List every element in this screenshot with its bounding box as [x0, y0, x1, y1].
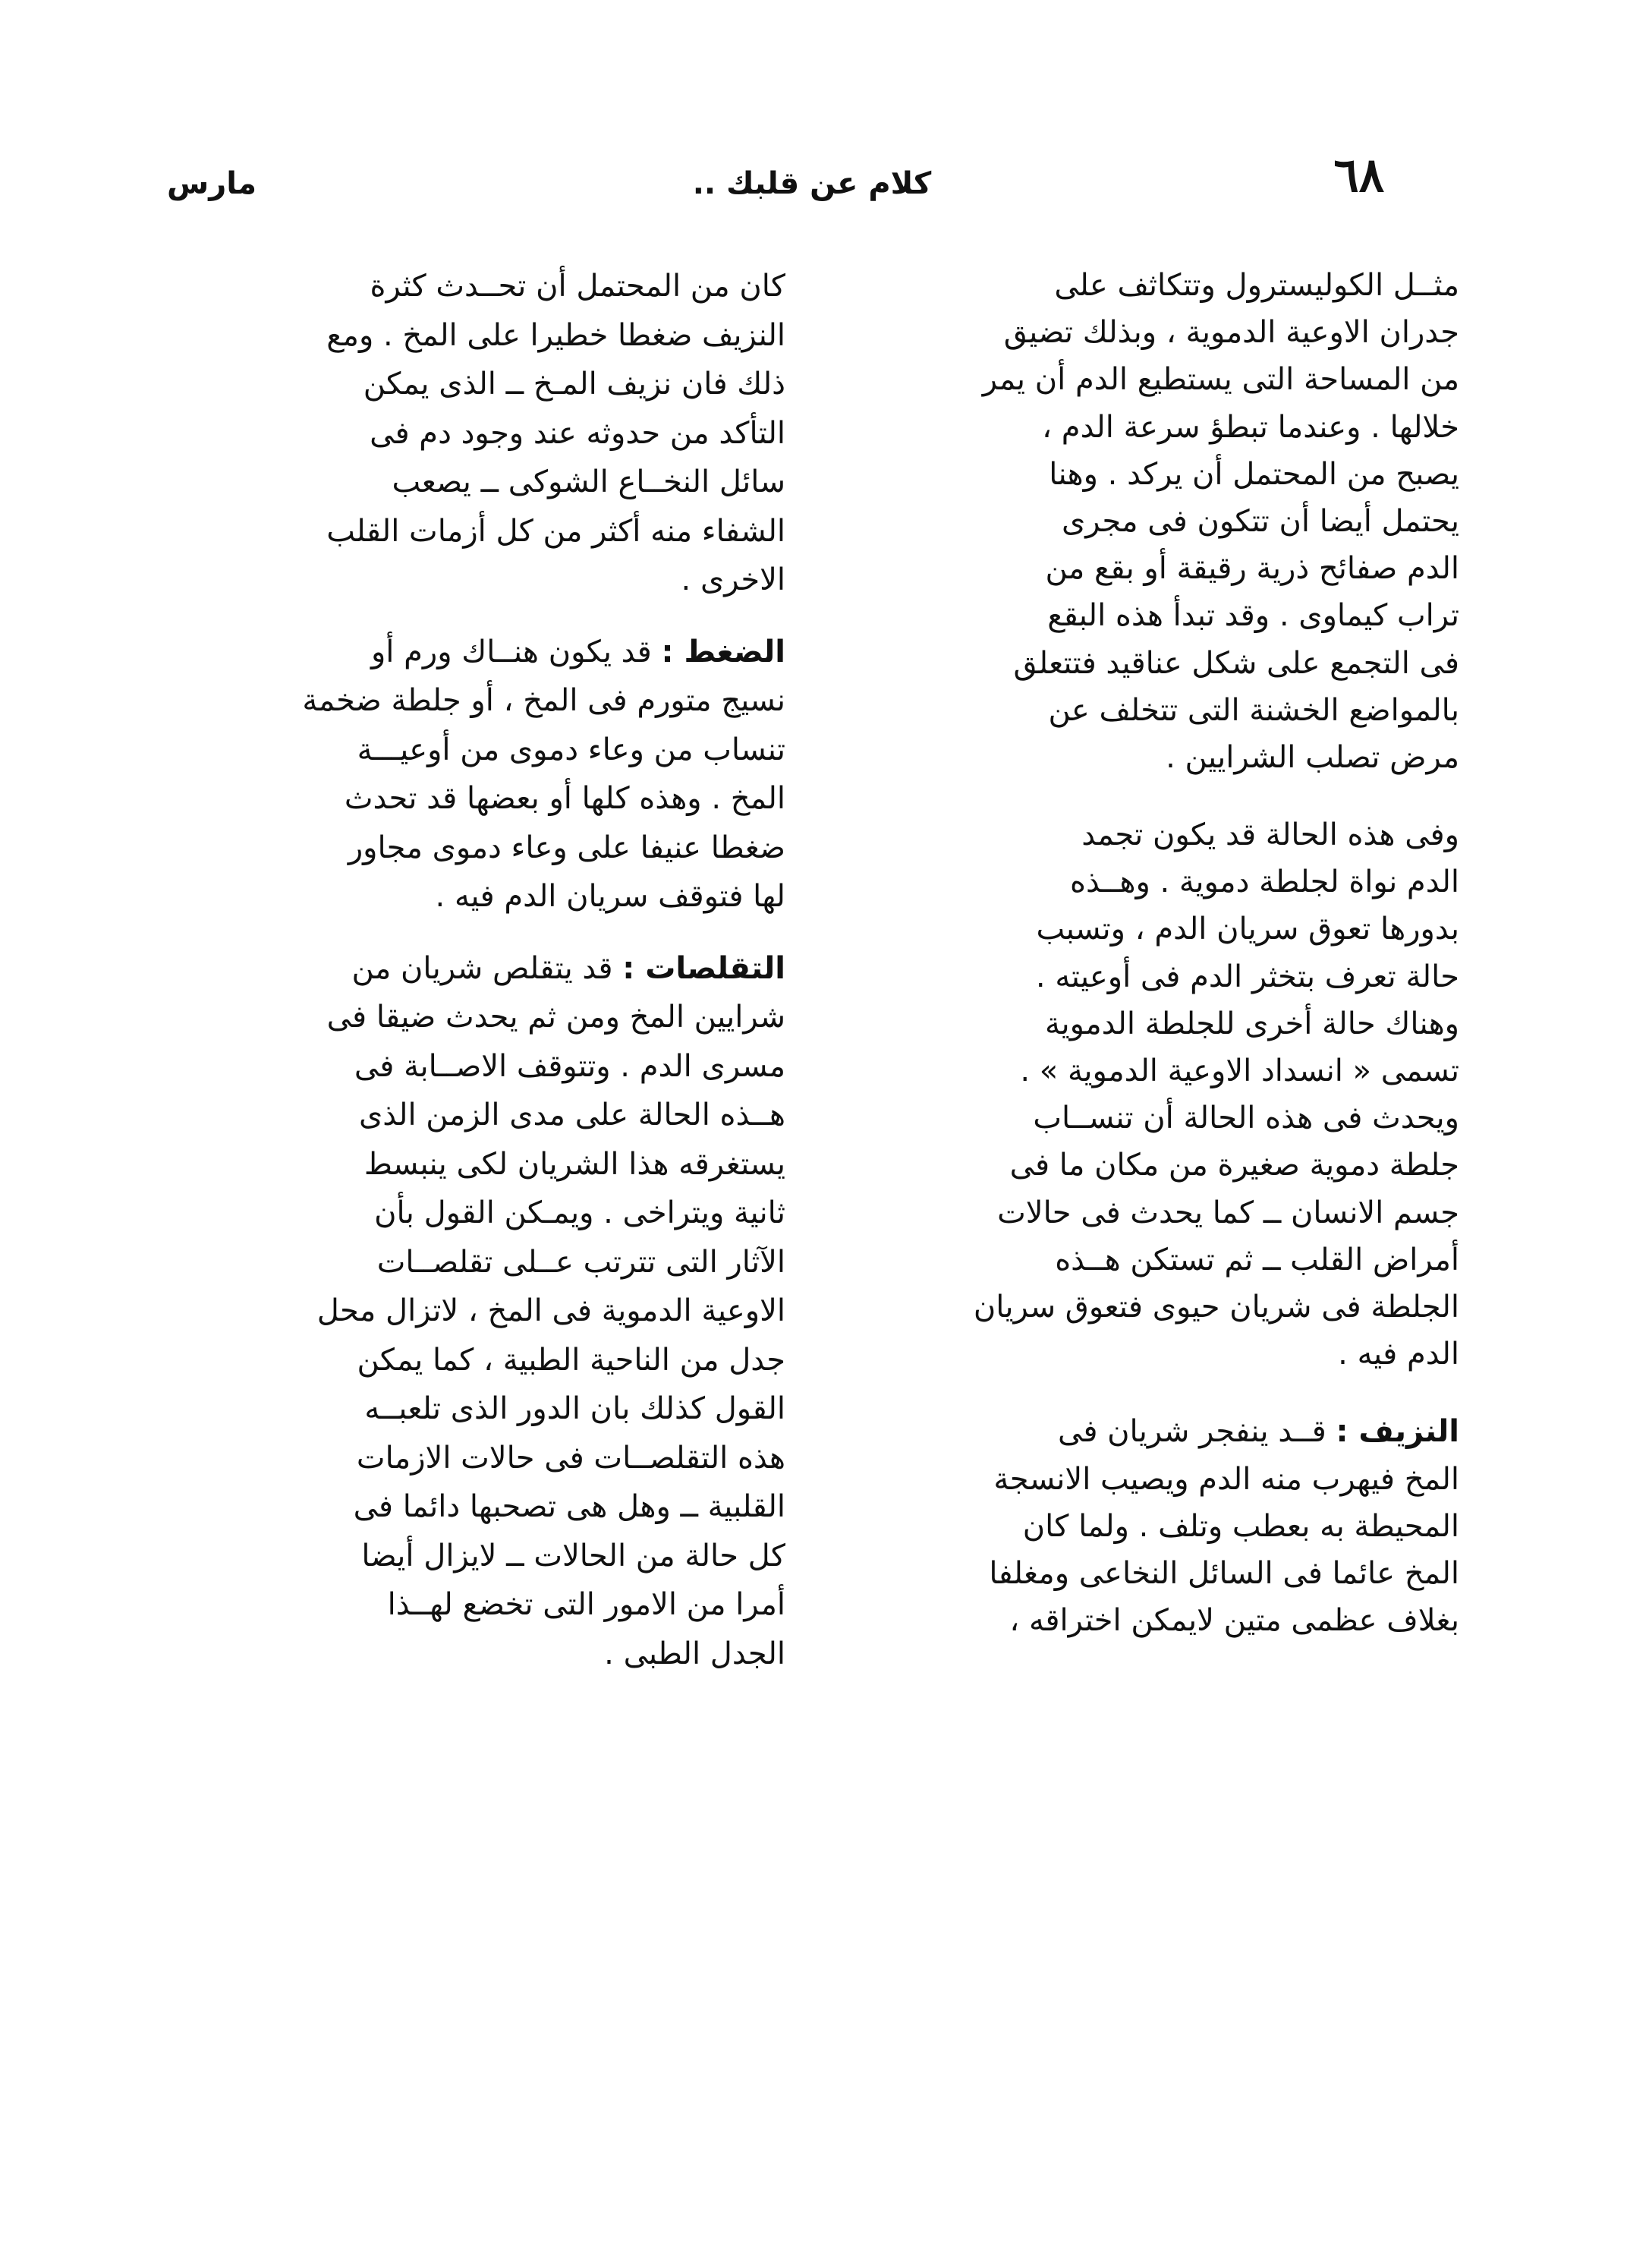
text-line: ذلك فان نزيف المـخ ــ الذى يمكن — [363, 367, 785, 402]
text-line: بالمواضع الخشنة التى تتخلف عن — [1048, 692, 1459, 728]
text-line: ضغطا عنيفا على وعاء دموى مجاور — [348, 830, 785, 865]
text-line: جلطة دموية صغيرة من مكان ما فى — [1009, 1148, 1459, 1183]
text-line: الدم صفائح ذرية رقيقة أو بقع من — [1045, 551, 1459, 587]
text-line: فى التجمع على شكل عناقيد فتتعلق — [1013, 645, 1459, 681]
running-title: كلام عن قلبك .. — [692, 166, 932, 201]
paragraph-gap — [829, 781, 1459, 811]
text-line: الدم نواة لجلطة دموية . وهــذه — [1069, 865, 1459, 900]
text-line: القلبية ــ وهل هى تصحبها دائما فى — [353, 1489, 785, 1524]
text-line: وفى هذه الحالة قد يكون تجمد — [1081, 817, 1459, 853]
text-line — [829, 1408, 1459, 1455]
text-line: الآثار التى تترتب عــلى تقلصــات — [376, 1244, 785, 1280]
text-line: الاوعية الدموية فى المخ ، لاتزال محل — [316, 1293, 785, 1328]
text-line: حالة تعرف بتخثر الدم فى أوعيته . — [1035, 959, 1459, 994]
paragraph-gap — [829, 1378, 1459, 1408]
text-line: سائل النخــاع الشوكى ــ يصعب — [392, 465, 785, 499]
text-line: من المساحة التى يستطيع الدم أن يمر — [982, 362, 1459, 398]
text-line: الشفاء منه أكثر من كل أزمات القلب — [326, 513, 785, 549]
text-line: بدورها تعوق سريان الدم ، وتسبب — [1036, 912, 1459, 947]
page-header — [0, 0, 1627, 250]
text-line: هــذه الحالة على مدى الزمن الذى — [358, 1098, 785, 1132]
text-line: تراب كيماوى . وقد تبدأ هذه البقع — [1047, 598, 1459, 634]
text-line: يصبح من المحتمل أن يركد . وهنا — [1049, 456, 1459, 492]
section-heading: التقلصات : — [622, 950, 785, 986]
text-line: المخ فيهرب منه الدم ويصيب الانسجة — [993, 1461, 1459, 1497]
text-line: خلالها . وعندما تبطؤ سرعة الدم ، — [1042, 409, 1459, 445]
section-heading: النزيف : — [1336, 1414, 1459, 1450]
text-line: الدم فيه . — [1338, 1337, 1459, 1372]
text-line: كل حالة من الحالات ــ لايزال أيضا — [361, 1538, 785, 1573]
text-line: كان من المحتمل أن تحــدث كثرة — [370, 269, 785, 304]
text-line: جسم الانسان ــ كما يحدث فى حالات — [997, 1195, 1459, 1230]
text-line: شرايين المخ ومن ثم يحدث ضيقا فى — [326, 1000, 785, 1035]
page-number: ٦٨ — [1333, 147, 1384, 203]
text-line: جدل من الناحية الطبية ، كما يمكن — [357, 1342, 785, 1378]
heading-continuation: قد يكون هنــاك ورم أو — [370, 634, 662, 669]
paragraph-gap — [156, 921, 785, 944]
text-line — [156, 944, 785, 994]
text-line: بغلاف عظمى متين لايمكن اختراقه ، — [1009, 1603, 1459, 1639]
text-line: الجدل الطبى . — [604, 1636, 785, 1671]
text-line: وهناك حالة أخرى للجلطة الدموية — [1045, 1006, 1459, 1041]
text-line: تنساب من وعاء دموى من أوعيـــة — [357, 732, 785, 767]
text-line: يحتمل أيضا أن تتكون فى مجرى — [1061, 503, 1459, 539]
heading-continuation: قــد ينفجر شريان فى — [1057, 1414, 1336, 1450]
paragraph-gap — [156, 605, 785, 628]
text-line: المخ . وهذه كلها أو بعضها قد تحدث — [344, 781, 785, 816]
text-line: تسمى « انسداد الاوعية الدموية » . — [1020, 1054, 1459, 1088]
text-line: لها فتوقف سريان الدم فيه . — [435, 879, 785, 914]
text-line: نسيج متورم فى المخ ، أو جلطة ضخمة — [302, 683, 785, 718]
text-line — [156, 628, 785, 677]
text-line: هذه التقلصــات فى حالات الازمات — [356, 1440, 785, 1476]
right-column — [829, 262, 1459, 1644]
text-line: يستغرقه هذا الشريان لكى ينبسط — [363, 1146, 785, 1182]
text-line: المخ عائما فى السائل النخاعى ومغلفا — [989, 1555, 1459, 1591]
text-line: ثانية ويتراخى . ويمـكن القول بأن — [374, 1195, 785, 1230]
heading-continuation: قد يتقلص شريان من — [351, 950, 623, 986]
text-line: التأكد من حدوثه عند وجود دم فى — [370, 415, 785, 451]
text-line: أمرا من الامور التى تخضع لهــذا — [387, 1587, 785, 1622]
text-line: الاخرى . — [681, 562, 785, 597]
text-line: أمراض القلب ــ ثم تستكن هــذه — [1055, 1242, 1459, 1277]
text-line: مسرى الدم . وتتوقف الاصــابة فى — [354, 1048, 785, 1084]
text-line: النزيف ضغطا خطيرا على المخ . ومع — [326, 317, 785, 353]
text-line: القول كذلك بان الدور الذى تلعبــه — [364, 1391, 785, 1426]
text-line: مثــل الكوليسترول وتتكاثف على — [1054, 268, 1459, 303]
left-column — [156, 262, 785, 1678]
text-line: الجلطة فى شريان حيوى فتعوق سريان — [973, 1289, 1459, 1325]
running-month: مارس — [167, 166, 257, 201]
section-heading: الضغط : — [661, 634, 785, 669]
text-line: جدران الاوعية الدموية ، وبذلك تضيق — [1003, 315, 1459, 351]
text-line: مرض تصلب الشرايين . — [1166, 739, 1459, 775]
text-line: ويحدث فى هذه الحالة أن تنســاب — [1033, 1101, 1459, 1136]
text-line: المحيطة به بعطب وتلف . ولما كان — [1022, 1508, 1459, 1544]
